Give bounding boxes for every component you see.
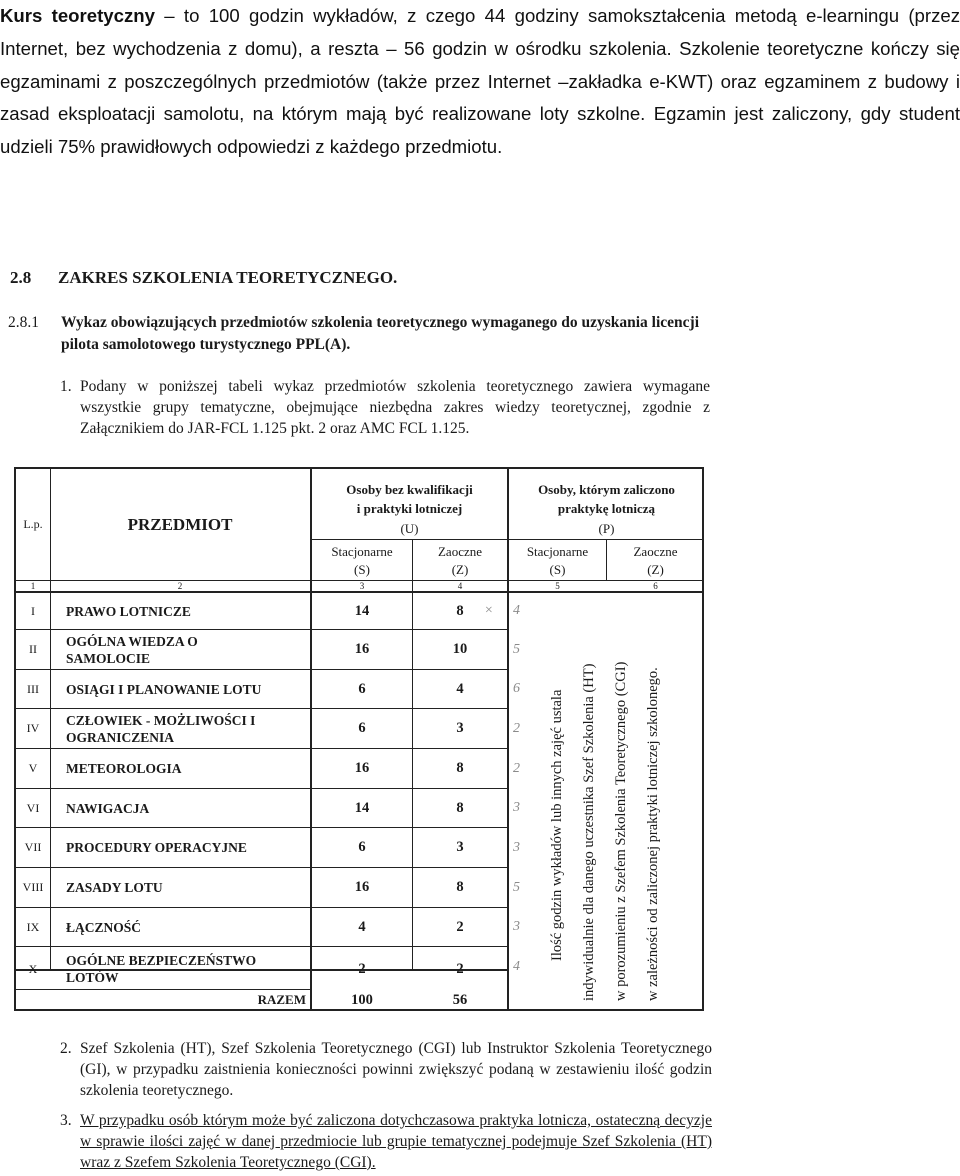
header-zaoczne-p: Zaoczne <box>633 543 678 559</box>
handwritten-note: 4 <box>513 959 520 974</box>
row-lp: VII <box>24 840 42 854</box>
header-group-p-line1: Osoby, którym zaliczono <box>538 481 675 497</box>
row-zaoczne-hours: 10 <box>452 641 468 657</box>
handwritten-note: 5 <box>513 642 520 657</box>
header-zaoczne-u-code: (Z) <box>451 561 469 577</box>
row-subject: CZŁOWIEK - MOŻLIWOŚCI I OGRANICZENIA <box>66 712 256 745</box>
row-stacjonarne-hours: 6 <box>358 680 366 697</box>
row-lp: VIII <box>22 880 44 894</box>
row-stacjonarne-hours: 6 <box>358 839 366 855</box>
row-lp: II <box>29 642 37 656</box>
row-zaoczne-hours: 3 <box>456 720 464 736</box>
row-stacjonarne-hours: 2 <box>358 960 366 977</box>
row-lp: III <box>27 681 39 696</box>
row-zaoczne-hours: 4 <box>456 680 464 697</box>
column-number: 3 <box>359 581 365 591</box>
handwritten-mark: × <box>484 603 494 618</box>
row-zaoczne-hours: 8 <box>456 799 464 816</box>
header-subject: PRZEDMIOT <box>127 515 233 534</box>
column-number: 2 <box>177 581 183 591</box>
row-zaoczne-hours: 8 <box>456 879 464 895</box>
row-lp: VI <box>26 800 40 815</box>
row-stacjonarne-hours: 16 <box>354 879 370 895</box>
paragraph-2 <box>60 1038 712 1101</box>
column-number: 5 <box>555 581 560 591</box>
header-group-p-code: (P) <box>598 520 615 536</box>
header-stacjonarne-p: Stacjonarne <box>526 543 589 559</box>
header-group-u-line2: i praktyki lotniczej <box>356 500 463 516</box>
row-zaoczne-hours: 8 <box>456 602 464 619</box>
handwritten-note: 3 <box>513 800 520 815</box>
row-stacjonarne-hours: 16 <box>354 760 370 776</box>
row-subject: METEOROLOGIA <box>66 761 182 776</box>
column-number: 6 <box>653 581 658 591</box>
header-zaoczne-u: Zaoczne <box>437 543 483 559</box>
intro-paragraph <box>0 0 960 164</box>
p-column-note-line-3: w porozumieniu z Szefem Szkolenia Teoretycznego (CGI) <box>613 661 629 1001</box>
row-stacjonarne-hours: 14 <box>354 799 370 816</box>
row-subject: OGÓLNE BEZPIECZEŃSTWO LOTÓW <box>66 953 257 985</box>
total-stacjonarne: 100 <box>351 991 373 1008</box>
row-subject: NAWIGACJA <box>66 800 150 816</box>
header-group-p-line2: praktykę lotniczą <box>557 500 656 516</box>
paragraph-1-text: Podany w poniższej tabeli wykaz przedmiotów szkolenia teoretycznego zawiera wymagane wszystkie grupy tematyczne, obejmujące niezbędna zakres wiedzy teoretycznej, zgodnie z Załącznikiem do JAR-FCL 1.125 pkt. 2 oraz AMC FCL 1.125. <box>80 378 710 437</box>
paragraph-1 <box>60 376 710 439</box>
row-zaoczne-hours: 2 <box>456 918 464 935</box>
header-group-u-code: (U) <box>400 520 419 536</box>
row-zaoczne-hours: 3 <box>456 839 464 855</box>
row-subject: PROCEDURY OPERACYJNE <box>66 840 247 855</box>
handwritten-note: 6 <box>513 681 520 696</box>
header-stacjonarne-u-code: (S) <box>354 561 370 577</box>
header-lp: L.p. <box>23 517 43 531</box>
row-subject: ZASADY LOTU <box>66 880 163 895</box>
row-subject: PRAWO LOTNICZE <box>66 603 191 619</box>
handwritten-note: 4 <box>513 603 520 618</box>
row-lp: IV <box>26 721 40 735</box>
header-zaoczne-p-code: (Z) <box>647 561 664 577</box>
row-lp: IX <box>26 919 40 934</box>
p-column-note-line-1: Ilość godzin wykładów lub innych zajęć ustala <box>549 689 565 961</box>
handwritten-note: 3 <box>513 919 520 934</box>
row-subject: OSIĄGI I PLANOWANIE LOTU <box>66 681 262 697</box>
total-label: RAZEM <box>257 992 306 1007</box>
row-subject: ŁĄCZNOŚĆ <box>66 919 142 935</box>
subsection-title: Wykaz obowiązujących przedmiotów szkolenia teoretycznego wymaganego do uzyskania licencji pilota samolotowego turystycznego PPL(A). <box>61 314 700 353</box>
p-column-note-line-2: indywidualnie dla danego uczestnika Szef Szkolenia (HT) <box>581 663 597 1001</box>
row-stacjonarne-hours: 4 <box>358 918 366 935</box>
paragraph-3-text: W przypadku osób którym może być zaliczona dotychczasowa praktyka lotnicza, ostateczną decyzje w sprawie ilości zajęć w danej przedmiocie lub grupie tematycznej podejmuje Szef Szkolenia (HT) wraz z Szefem Szkolenia Teoretycznego (CGI). <box>80 1112 712 1171</box>
column-number: 1 <box>30 581 36 591</box>
subjects-table <box>14 467 704 1011</box>
row-lp: X <box>28 961 38 976</box>
row-stacjonarne-hours: 16 <box>354 641 370 657</box>
header-group-u-line1: Osoby bez kwalifikacji <box>346 481 473 497</box>
row-lp: V <box>28 761 38 775</box>
row-subject: OGÓLNA WIEDZA O SAMOLOCIE <box>66 633 198 666</box>
paragraph-1-number: 1. <box>60 378 72 395</box>
paragraph-2-text: Szef Szkolenia (HT), Szef Szkolenia Teoretycznego (CGI) lub Instruktor Szkolenia Teoretycznego (GI), w przypadku zaistnienia konieczności powinni zwiększyć podaną w zestawieniu ilość godzin szkolenia teoretycznego. <box>80 1040 712 1099</box>
paragraph-2-number: 2. <box>60 1040 72 1057</box>
row-stacjonarne-hours: 6 <box>358 720 366 736</box>
section-heading <box>10 268 397 288</box>
header-stacjonarne-u: Stacjonarne <box>331 543 393 559</box>
subsection-number: 2.8.1 <box>8 314 39 331</box>
total-zaoczne: 56 <box>452 991 468 1008</box>
header-stacjonarne-p-code: (S) <box>549 561 566 577</box>
handwritten-note: 2 <box>513 721 520 736</box>
intro-text: – to 100 godzin wykładów, z czego 44 godziny samokształcenia metodą e-learningu (przez Internet, bez wychodzenia z domu), a reszta – 56 godzin w ośrodku szkolenia. Szkolenie teoretyczne kończy się egzaminami z poszczególnych przedmiotów (także przez Internet –zakładka e-KWT) oraz egzaminem z budowy i zasad eksploatacji samolotu, na którym mają być realizowane loty szkolne. Egzamin jest zaliczony, gdy student udzieli 75% prawidłowych odpowiedzi z każdego przedmiotu. <box>0 5 960 158</box>
row-zaoczne-hours: 2 <box>456 960 464 977</box>
p-column-note-line-4: w zależności od zaliczonej praktyki lotniczej szkolonego. <box>645 667 661 1001</box>
row-zaoczne-hours: 8 <box>456 760 464 776</box>
subsection-heading <box>8 312 713 356</box>
handwritten-note: 3 <box>513 840 520 855</box>
paragraph-3 <box>60 1110 712 1173</box>
row-stacjonarne-hours: 14 <box>354 602 370 619</box>
column-number: 4 <box>457 581 463 591</box>
paragraph-3-number: 3. <box>60 1112 72 1129</box>
intro-bold: Kurs teoretyczny <box>0 5 155 26</box>
section-number: 2.8 <box>10 268 32 287</box>
row-lp: I <box>31 603 35 618</box>
handwritten-note: 2 <box>513 761 520 776</box>
section-title: ZAKRES SZKOLENIA TEORETYCZNEGO. <box>58 268 398 287</box>
handwritten-note: 5 <box>513 880 520 895</box>
